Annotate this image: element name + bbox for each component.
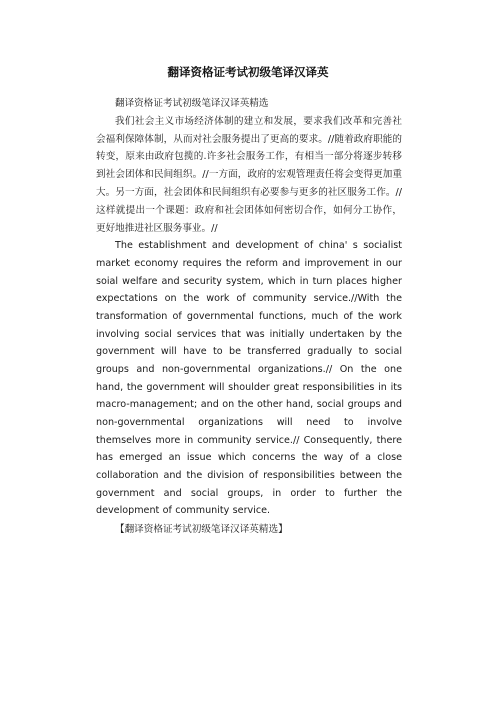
document-subtitle: 翻译资格证考试初级笔译汉译英精选 [115, 98, 269, 109]
related-article-link[interactable]: 【翻译资格证考试初级笔译汉译英精选】 [115, 523, 288, 535]
chinese-source-paragraph: 我们社会主义市场经济体制的建立和发展，要求我们改革和完善社会福利保障体制，从而对社会服务提出了更高的要求。//随着政府职能的转变，原来由政府包揽的.许多社会服务工作，有相当一部分将逐步转移到社会团体和民间组织。//一方面，政府的宏观管理责任将会变得更加重大。另一方面，社会团体和民间组织有必要参与更多的社区服务工作。//这样就提出一个课题：政府和社会团体如何密切合作，如何分工协作，更好地推进社区服务事业。// [96, 115, 402, 234]
document-title: 翻译资格证考试初级笔译汉译英 [167, 65, 329, 79]
english-translation-paragraph: The establishment and development of china' s socialist market economy requires the reform and improvement in our soial welfare and security system, which in turn places higher expectations on the work of community service.//With the transformation of governmental functions, much of the work involving social services that was initially undertaken by the government will have to be transferred gradually to social groups and non-governmental organizations.// On the one hand, the government will shoulder great responsibilities in its macro-management; and on the other hand, social groups and non-governmental organizations will need to involve themselves more in community service.// Consequently, there has emerged an issue which concerns the way of a close collaboration and the division of responsibilities between the government and social groups, in order to further the development of community service. [96, 240, 402, 517]
document-body [96, 95, 402, 539]
